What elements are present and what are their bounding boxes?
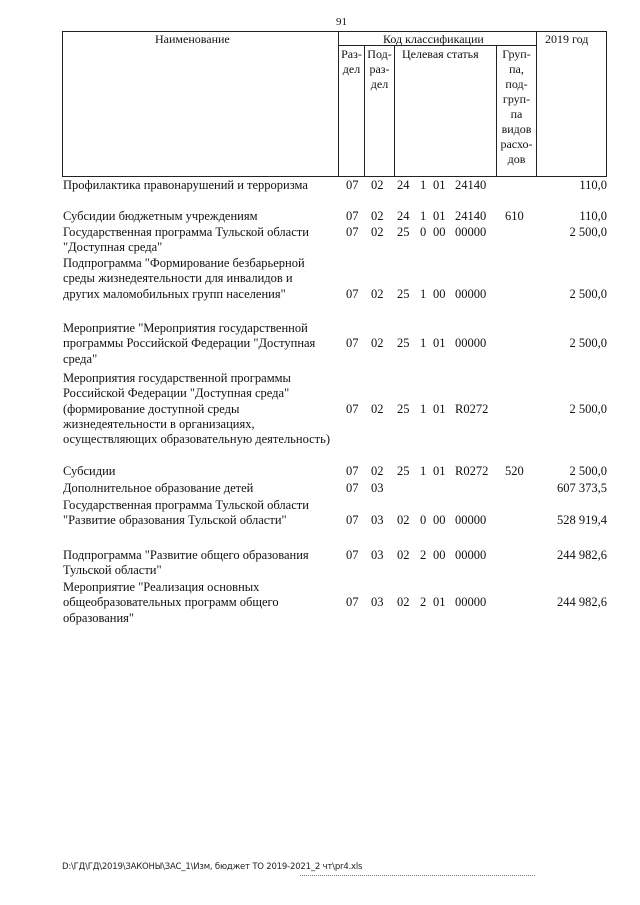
cell-amount: 244 982,6 — [557, 548, 607, 562]
row-name-line: других маломобильных групп населения" — [63, 286, 286, 301]
cell-podrazdel: 03 — [371, 513, 384, 528]
row-name — [63, 548, 343, 579]
cell-t1: 24 — [397, 209, 410, 223]
header-podrazdel: Под- раз- дел — [367, 47, 392, 91]
cell-t3: 00 — [433, 225, 446, 239]
header-year: 2019 год — [545, 32, 589, 46]
cell-razdel: 07 — [346, 401, 359, 416]
row-name — [63, 481, 343, 496]
cell-amount: 2 500,0 — [569, 225, 607, 239]
cell-razdel: 07 — [346, 464, 359, 478]
cell-amount: 2 500,0 — [569, 336, 607, 351]
cell-t2: 0 — [420, 225, 427, 239]
cell-t3: 00 — [433, 513, 446, 528]
cell-razdel: 07 — [346, 595, 359, 610]
row-name-line: программы Российской Федерации "Доступная — [63, 336, 316, 351]
cell-razdel: 07 — [346, 178, 359, 192]
row-name — [63, 209, 343, 224]
row-name — [63, 580, 343, 626]
row-name-line: Мероприятие "Мероприятия государственной — [63, 321, 308, 335]
cell-t2: 1 — [420, 401, 427, 416]
cell-podrazdel: 03 — [371, 595, 384, 610]
cell-t3: 01 — [433, 178, 446, 192]
cell-t3: 01 — [433, 401, 446, 416]
cell-group: 520 — [505, 464, 524, 478]
cell-t3: 01 — [433, 464, 446, 478]
cell-t4: 24140 — [455, 209, 487, 223]
cell-t4: 24140 — [455, 178, 487, 192]
row-name-line: осуществляющих образовательную деятельность) — [63, 432, 331, 447]
cell-razdel: 07 — [346, 286, 359, 301]
row-name — [63, 178, 343, 193]
cell-t2: 2 — [420, 548, 427, 562]
cell-t3: 00 — [433, 286, 446, 301]
cell-podrazdel: 03 — [371, 548, 384, 562]
cell-t1: 25 — [397, 401, 410, 416]
cell-t4: 00000 — [455, 595, 487, 610]
cell-t2: 1 — [420, 464, 427, 478]
cell-t1: 02 — [397, 595, 410, 610]
cell-t3: 00 — [433, 548, 446, 562]
row-name-line: Государственная программа Тульской области — [63, 498, 309, 512]
header-classification: Код классификации — [383, 32, 484, 46]
cell-t4: 00000 — [455, 286, 487, 301]
row-name-line: (формирование доступной среды — [63, 401, 240, 416]
footer-rule — [300, 875, 535, 876]
cell-group: 610 — [505, 209, 524, 223]
cell-t4: R0272 — [455, 464, 489, 478]
cell-t1: 25 — [397, 225, 410, 239]
cell-podrazdel: 02 — [371, 336, 384, 351]
cell-amount: 528 919,4 — [557, 513, 607, 528]
row-name-line: Дополнительное образование детей — [63, 481, 254, 495]
file-path-footer: D:\ГД\ГД\2019\ЗАКОНЫ\ЗАС_1\Изм, бюджет ТО 2019-2021_2 чт\pr4.xls — [62, 862, 363, 872]
cell-razdel: 07 — [346, 481, 359, 495]
row-name-line: Мероприятие "Реализация основных — [63, 580, 260, 594]
header-razdel: Раз- дел — [341, 47, 362, 76]
cell-amount: 110,0 — [579, 209, 607, 223]
cell-razdel: 07 — [346, 209, 359, 223]
cell-t4: 00000 — [455, 225, 487, 239]
row-name-line: Тульской области" — [63, 563, 162, 578]
row-name — [63, 464, 343, 479]
cell-razdel: 07 — [346, 513, 359, 528]
cell-t2: 1 — [420, 178, 427, 192]
header-name: Наименование — [155, 32, 230, 46]
row-name-line: Профилактика правонарушений и терроризма — [63, 178, 308, 192]
row-name-line: общеобразовательных программ общего — [63, 595, 279, 610]
cell-amount: 2 500,0 — [569, 401, 607, 416]
cell-t4: R0272 — [455, 401, 489, 416]
cell-t4: 00000 — [455, 336, 487, 351]
cell-podrazdel: 02 — [371, 401, 384, 416]
cell-amount: 244 982,6 — [557, 595, 607, 610]
cell-razdel: 07 — [346, 336, 359, 351]
row-name-line: Мероприятия государственной программы — [63, 371, 291, 385]
cell-t2: 2 — [420, 595, 427, 610]
cell-t2: 1 — [420, 336, 427, 351]
cell-podrazdel: 03 — [371, 481, 384, 495]
cell-t1: 24 — [397, 178, 410, 192]
cell-t3: 01 — [433, 595, 446, 610]
cell-t1: 25 — [397, 336, 410, 351]
cell-t4: 00000 — [455, 513, 487, 528]
row-name — [63, 321, 343, 367]
page-number: 91 — [336, 16, 347, 28]
cell-t2: 1 — [420, 286, 427, 301]
row-name — [63, 498, 343, 529]
cell-podrazdel: 02 — [371, 286, 384, 301]
cell-t4: 00000 — [455, 548, 487, 562]
row-name-line: Субсидии — [63, 464, 116, 478]
row-name-line: Государственная программа Тульской области — [63, 225, 309, 239]
row-name-line: "Развитие образования Тульской области" — [63, 513, 287, 528]
cell-t1: 25 — [397, 464, 410, 478]
row-name — [63, 256, 343, 302]
cell-t2: 1 — [420, 209, 427, 223]
cell-podrazdel: 02 — [371, 225, 384, 239]
cell-razdel: 07 — [346, 548, 359, 562]
cell-podrazdel: 02 — [371, 209, 384, 223]
cell-t3: 01 — [433, 209, 446, 223]
row-name-line: жизнедеятельности в организациях, — [63, 416, 255, 431]
row-name-line: Подпрограмма "Развитие общего образования — [63, 548, 309, 562]
cell-podrazdel: 02 — [371, 178, 384, 192]
cell-amount: 110,0 — [579, 178, 607, 192]
row-name-line: "Доступная среда" — [63, 240, 163, 255]
cell-amount: 607 373,5 — [557, 481, 607, 495]
cell-t2: 0 — [420, 513, 427, 528]
cell-amount: 2 500,0 — [569, 464, 607, 478]
row-name — [63, 225, 343, 256]
row-name-line: Субсидии бюджетным учреждениям — [63, 209, 258, 223]
header-target: Целевая статья — [402, 47, 479, 61]
row-name-line: образования" — [63, 610, 135, 625]
cell-t1: 25 — [397, 286, 410, 301]
cell-t1: 02 — [397, 513, 410, 528]
row-name — [63, 371, 343, 447]
header-group: Груп- па, под- груп- па видов расхо- дов — [500, 47, 533, 166]
cell-razdel: 07 — [346, 225, 359, 239]
cell-t3: 01 — [433, 336, 446, 351]
cell-podrazdel: 02 — [371, 464, 384, 478]
row-name-line: Подпрограмма "Формирование безбарьерной — [63, 256, 305, 270]
cell-amount: 2 500,0 — [569, 286, 607, 301]
row-name-line: Российской Федерации "Доступная среда" — [63, 386, 290, 401]
row-name-line: среда" — [63, 351, 98, 366]
row-name-line: среды жизнедеятельности для инвалидов и — [63, 271, 293, 286]
cell-t1: 02 — [397, 548, 410, 562]
